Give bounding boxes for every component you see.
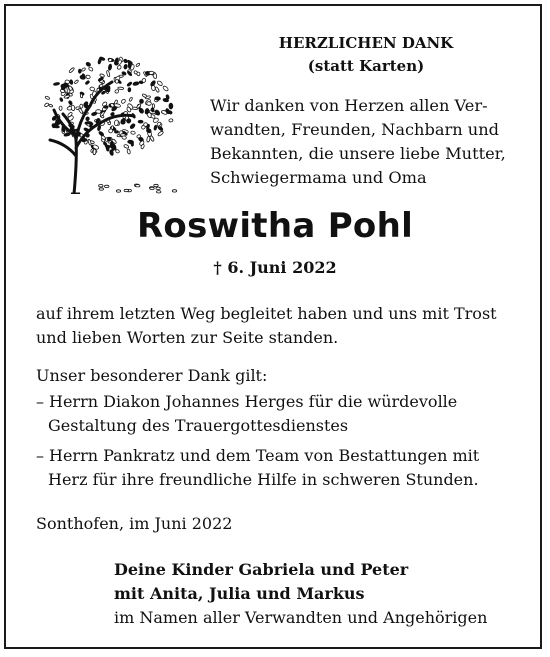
tree-leaf bbox=[114, 120, 119, 126]
intro-line: Wir danken von Herzen allen Ver- bbox=[210, 96, 488, 115]
intro-line: Schwiegermama und Oma bbox=[210, 168, 427, 187]
tree-leaf bbox=[85, 117, 89, 122]
place-date: Sonthofen, im Juni 2022 bbox=[36, 514, 233, 533]
fallen-leaf bbox=[116, 190, 120, 192]
tree-leaf bbox=[127, 82, 133, 87]
message-line: auf ihrem letzten Weg begleitet haben und uns mit Trost bbox=[36, 304, 497, 323]
tree-leaf bbox=[131, 131, 136, 135]
thanks-line: Gestaltung des Trauergottesdienstes bbox=[48, 416, 349, 435]
thanks-intro: Unser besonderer Dank gilt: bbox=[36, 366, 268, 385]
thanks-item bbox=[36, 390, 522, 438]
tree-leaf bbox=[99, 73, 104, 77]
tree-leaf bbox=[106, 70, 110, 77]
thanks-line: Herrn Pankratz und dem Team von Bestattungen mit bbox=[49, 446, 480, 465]
fallen-leaf bbox=[150, 187, 154, 189]
tree-leaf bbox=[68, 100, 73, 105]
tree-leaf bbox=[104, 106, 108, 109]
tree-leaf bbox=[162, 85, 169, 91]
tree-leaf bbox=[123, 144, 129, 149]
tree-leaf bbox=[80, 94, 83, 98]
tree-leaf bbox=[88, 139, 92, 145]
tree-leaf bbox=[169, 103, 173, 109]
tree-leaf bbox=[85, 74, 90, 79]
obituary-card bbox=[4, 4, 542, 649]
tree-leaf bbox=[127, 149, 131, 155]
fallen-leaf bbox=[105, 185, 109, 187]
fallen-leaf bbox=[156, 187, 160, 189]
intro-line: wandten, Freunden, Nachbarn und bbox=[210, 120, 499, 139]
tree-leaf bbox=[129, 97, 133, 102]
tree-leaf bbox=[81, 67, 86, 71]
tree-leaf bbox=[69, 67, 75, 73]
tree-leaf bbox=[93, 149, 96, 155]
tree-leaf bbox=[157, 131, 163, 137]
fallen-leaf bbox=[172, 190, 176, 192]
tree-leaf bbox=[154, 125, 157, 130]
tree-leaf bbox=[155, 87, 160, 93]
signature bbox=[114, 558, 534, 630]
tree-leaf bbox=[128, 88, 131, 92]
tree-leaf bbox=[169, 119, 173, 123]
intro-line: Bekannten, die unsere liebe Mutter, bbox=[210, 144, 506, 163]
tree-leaf bbox=[44, 102, 49, 107]
tree-leaf bbox=[133, 81, 140, 86]
tree-leaf bbox=[157, 80, 163, 86]
thanks-line: Herrn Diakon Johannes Herges für die würdevolle bbox=[49, 392, 458, 411]
fallen-leaf bbox=[157, 191, 161, 193]
tree-leaf bbox=[85, 62, 91, 67]
signature-line: Deine Kinder Gabriela und Peter bbox=[114, 560, 409, 579]
tree-leaf bbox=[105, 145, 110, 148]
header-title: HERZLICHEN DANK bbox=[278, 34, 454, 52]
tree-leaf bbox=[138, 120, 143, 123]
fallen-leaf bbox=[99, 188, 103, 190]
tree-leaf bbox=[121, 99, 126, 105]
tree-leaf bbox=[147, 102, 152, 106]
tree-leaf bbox=[108, 64, 112, 71]
tree-leaf bbox=[110, 141, 113, 147]
message-text bbox=[36, 302, 516, 350]
fallen-leaf bbox=[124, 189, 128, 191]
tree-leaf bbox=[118, 87, 124, 90]
tree-leaf bbox=[85, 121, 91, 124]
tree-leaf bbox=[139, 99, 143, 104]
tree-leaf bbox=[59, 97, 63, 101]
tree-leaf bbox=[149, 135, 154, 141]
tree-leaf bbox=[150, 80, 156, 87]
fallen-leaf bbox=[99, 185, 103, 187]
dash: – bbox=[36, 392, 44, 411]
tree-leaf bbox=[137, 72, 141, 76]
tree-leaf bbox=[69, 80, 73, 85]
tree-leaf bbox=[128, 140, 134, 144]
fallen-leaf bbox=[136, 185, 140, 187]
tree-leaf bbox=[139, 81, 143, 84]
tree-icon bbox=[36, 44, 186, 194]
tree-leaf bbox=[136, 63, 141, 67]
tree-leaf bbox=[123, 64, 127, 69]
thanks-line: Herz für ihre freundliche Hilfe in schweren Stunden. bbox=[48, 470, 479, 489]
death-date: † 6. Juni 2022 bbox=[213, 258, 337, 277]
tree-leaf bbox=[115, 131, 119, 133]
tree-leaf bbox=[142, 93, 147, 97]
message-line: und lieben Worten zur Seite standen. bbox=[36, 328, 339, 347]
tree-leaf bbox=[114, 89, 119, 93]
tree-leaf bbox=[49, 104, 53, 108]
header-subtitle: (statt Karten) bbox=[307, 57, 425, 75]
tree-leaf bbox=[155, 97, 161, 101]
tree-leaf bbox=[59, 106, 62, 110]
thanks-item bbox=[36, 444, 522, 492]
tree-leaf bbox=[117, 65, 122, 70]
fallen-leaf bbox=[154, 184, 158, 186]
tree-leaf bbox=[74, 80, 79, 85]
tree-leaf bbox=[78, 69, 81, 73]
tree-leaf bbox=[129, 123, 135, 129]
signature-line: im Namen aller Verwandten und Angehörigen bbox=[114, 608, 488, 627]
signature-line: mit Anita, Julia und Markus bbox=[114, 584, 365, 603]
dash: – bbox=[36, 446, 44, 465]
tree-leaf bbox=[53, 82, 59, 86]
tree-leaf bbox=[45, 96, 50, 100]
deceased-name: Roswitha Pohl bbox=[136, 206, 414, 246]
intro-text bbox=[210, 94, 520, 190]
tree-leaf bbox=[127, 60, 133, 65]
tree-leaf bbox=[90, 87, 95, 91]
tree-leaf bbox=[85, 80, 90, 85]
tree-leaf bbox=[88, 66, 93, 71]
tree-leaf bbox=[120, 134, 125, 137]
